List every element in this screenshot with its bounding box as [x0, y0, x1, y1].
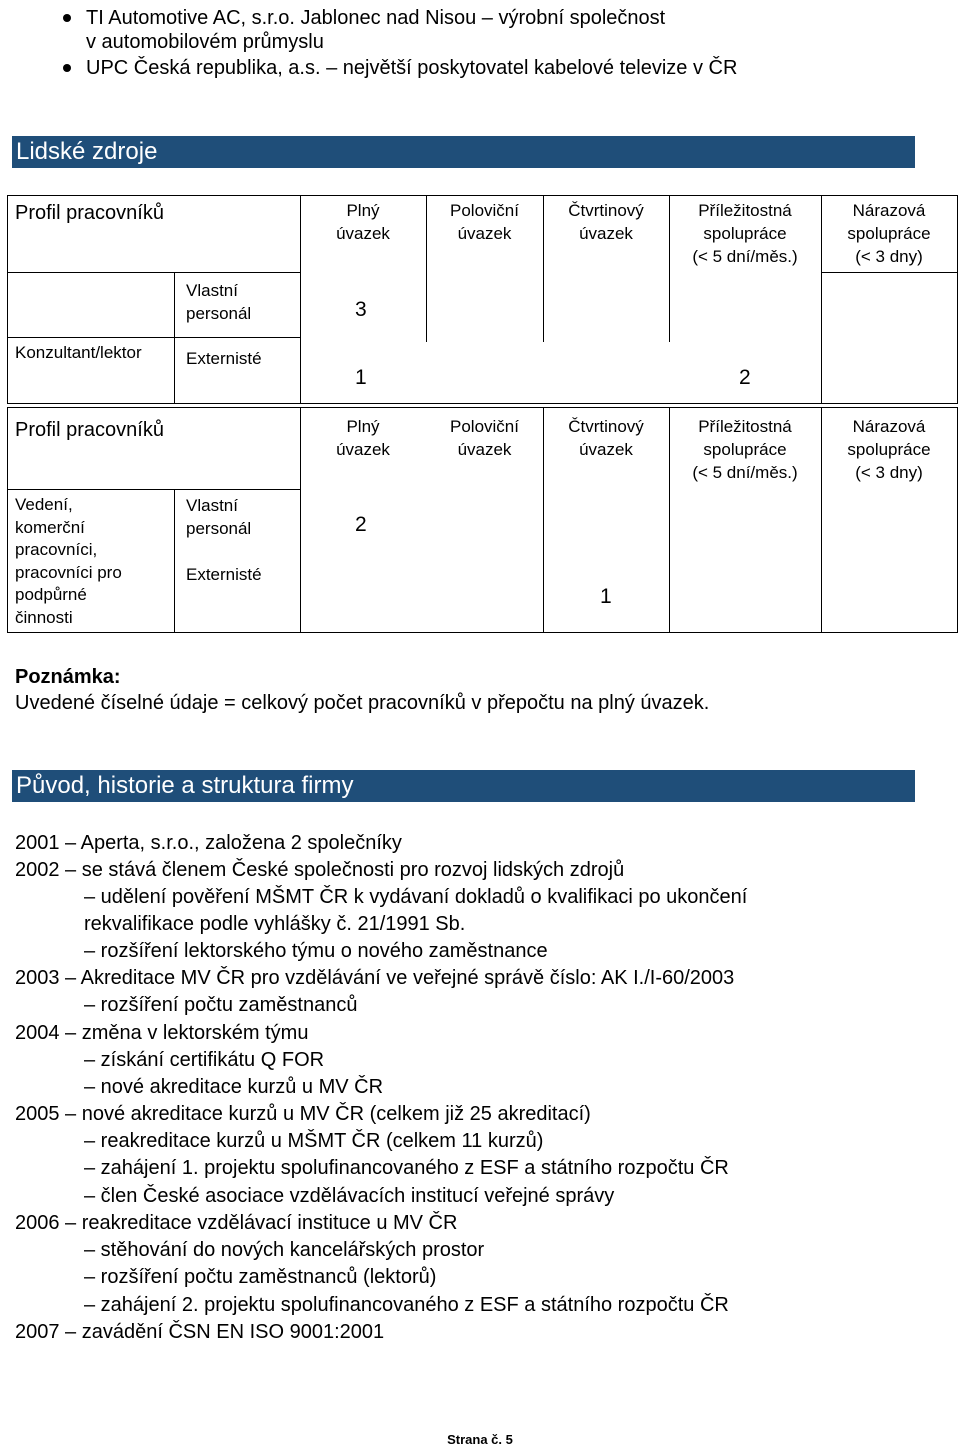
value-externiste-prilezitostna: 2: [739, 366, 751, 389]
header-polovicni: Poloviční úvazek: [450, 201, 519, 243]
history-line: – člen České asociace vzdělávacích institucí veřejné správy: [84, 1185, 615, 1207]
history-line: – zahájení 1. projektu spolufinancovaného z ESF a státního rozpočtu ČR: [84, 1157, 729, 1179]
header-prilezitostna-2: Příležitostná spolupráce (< 5 dní/měs.): [692, 417, 798, 482]
header-narazova-2: Nárazová spolupráce (< 3 dny): [847, 417, 931, 482]
value-externiste-ctvrtinovy: 1: [600, 585, 612, 608]
history-line: 2002 – se stává členem České společnosti pro rozvoj lidských zdrojů: [15, 859, 625, 881]
header-polovicni-2: Poloviční úvazek: [450, 417, 519, 459]
vlastni-personal-label-2: Vlastní personál: [186, 496, 252, 538]
history-line: – rozšíření počtu zaměstnanců (lektorů): [84, 1266, 437, 1288]
history-line: 2007 – zavádění ČSN EN ISO 9001:2001: [15, 1321, 385, 1343]
bullet-item-2: UPC Česká republika, a.s. – největší poskytovatel kabelové televize v ČR: [86, 57, 738, 79]
note-text: Uvedené číselné údaje = celkový počet pracovníků v přepočtu na plný úvazek.: [15, 692, 710, 714]
history-line: – udělení pověření MŠMT ČR k vydávaní dokladů o kvalifikaci po ukončení: [84, 886, 748, 908]
vlastni-personal-label: Vlastní personál: [186, 281, 252, 323]
history-line: rekvalifikace podle vyhlášky č. 21/1991 Sb.: [84, 913, 466, 935]
header-ctvrtinovy: Čtvrtinový úvazek: [568, 201, 644, 243]
header-ctvrtinovy-2: Čtvrtinový úvazek: [568, 417, 644, 459]
externiste-label-2: Externisté: [186, 565, 262, 584]
value-vlastni-plny-2: 2: [355, 513, 367, 536]
history-line: – reakreditace kurzů u MŠMT ČR (celkem 11 kurzů): [84, 1130, 544, 1152]
header-plny: Plný úvazek: [336, 201, 390, 243]
history-line: 2004 – změna v lektorském týmu: [15, 1022, 309, 1044]
note-label: Poznámka:: [15, 666, 121, 688]
history-line: – nové akreditace kurzů u MV ČR: [84, 1076, 384, 1098]
history-line: – stěhování do nových kancelářských prostor: [84, 1239, 485, 1261]
bullet-dot: [63, 14, 71, 22]
bullet-item-1-line2: v automobilovém průmyslu: [86, 31, 324, 53]
profil-pracovniku-label-2: Profil pracovníků: [15, 419, 164, 441]
row-label-konzultant: Konzultant/lektor: [15, 343, 142, 362]
history-line: – zahájení 2. projektu spolufinancovaného z ESF a státního rozpočtu ČR: [84, 1294, 729, 1316]
value-externiste-plny: 1: [355, 366, 367, 389]
header-plny-2: Plný úvazek: [336, 417, 390, 459]
history-line: – získání certifikátu Q FOR: [84, 1049, 325, 1071]
profil-pracovniku-label: Profil pracovníků: [15, 202, 164, 224]
history-line: 2003 – Akreditace MV ČR pro vzdělávání ve veřejné správě číslo: AK I./I-60/2003: [15, 967, 735, 989]
history-line: 2006 – reakreditace vzdělávací instituce u MV ČR: [15, 1212, 458, 1234]
value-vlastni-plny: 3: [355, 298, 367, 321]
section-heading-puvod: Původ, historie a struktura firmy: [12, 770, 915, 802]
history-line: 2001 – Aperta, s.r.o., založena 2 společníky: [15, 832, 402, 854]
row-label-vedeni: Vedení, komerční pracovníci, pracovníci pro podpůrné činnosti: [15, 495, 122, 627]
page-number: Strana č. 5: [447, 1432, 513, 1447]
bullet-item-1-line1: TI Automotive AC, s.r.o. Jablonec nad Nisou – výrobní společnost: [86, 7, 666, 29]
history-line: – rozšíření lektorského týmu o nového zaměstnance: [84, 940, 548, 962]
history-line: – rozšíření počtu zaměstnanců: [84, 994, 358, 1016]
header-narazova: Nárazová spolupráce (< 3 dny): [847, 201, 931, 266]
header-prilezitostna: Příležitostná spolupráce (< 5 dní/měs.): [692, 201, 798, 266]
bullet-dot: [63, 64, 71, 72]
history-line: 2005 – nové akreditace kurzů u MV ČR (celkem již 25 akreditací): [15, 1103, 591, 1125]
externiste-label: Externisté: [186, 349, 262, 368]
section-heading-lidske-zdroje: Lidské zdroje: [12, 136, 915, 168]
